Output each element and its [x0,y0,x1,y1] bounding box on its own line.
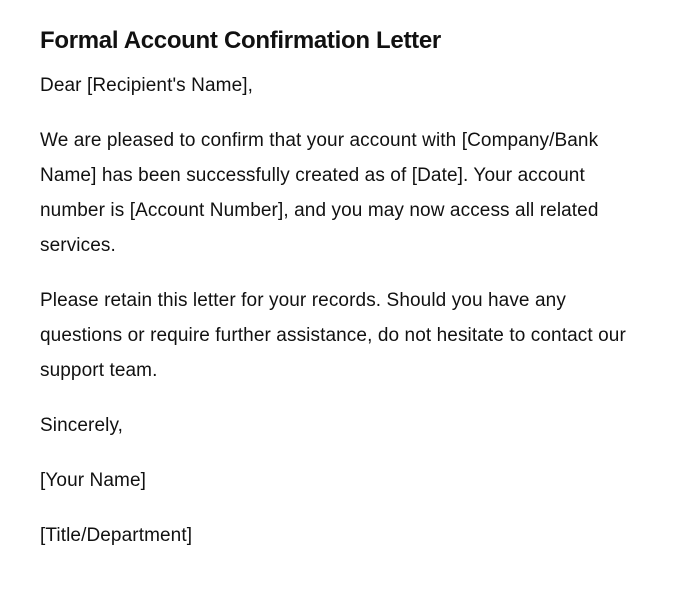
closing: Sincerely, [40,415,124,436]
letter-title: Formal Account Confirmation Letter [40,27,441,54]
sender-name: [Your Name] [40,470,147,491]
salutation: Dear [Recipient's Name], [40,75,253,96]
sender-title: [Title/Department] [40,525,193,546]
body-paragraph-1: We are pleased to confirm that your account with [Company/Bank Name] has been successfully created as of [Date]. Your account number is [Account Number], and you may now access all related services. [40,130,599,256]
body-paragraph-2: Please retain this letter for your records. Should you have any questions or require further assistance, do not hesitate to contact our support team. [40,290,626,381]
letter-document [40,24,640,573]
